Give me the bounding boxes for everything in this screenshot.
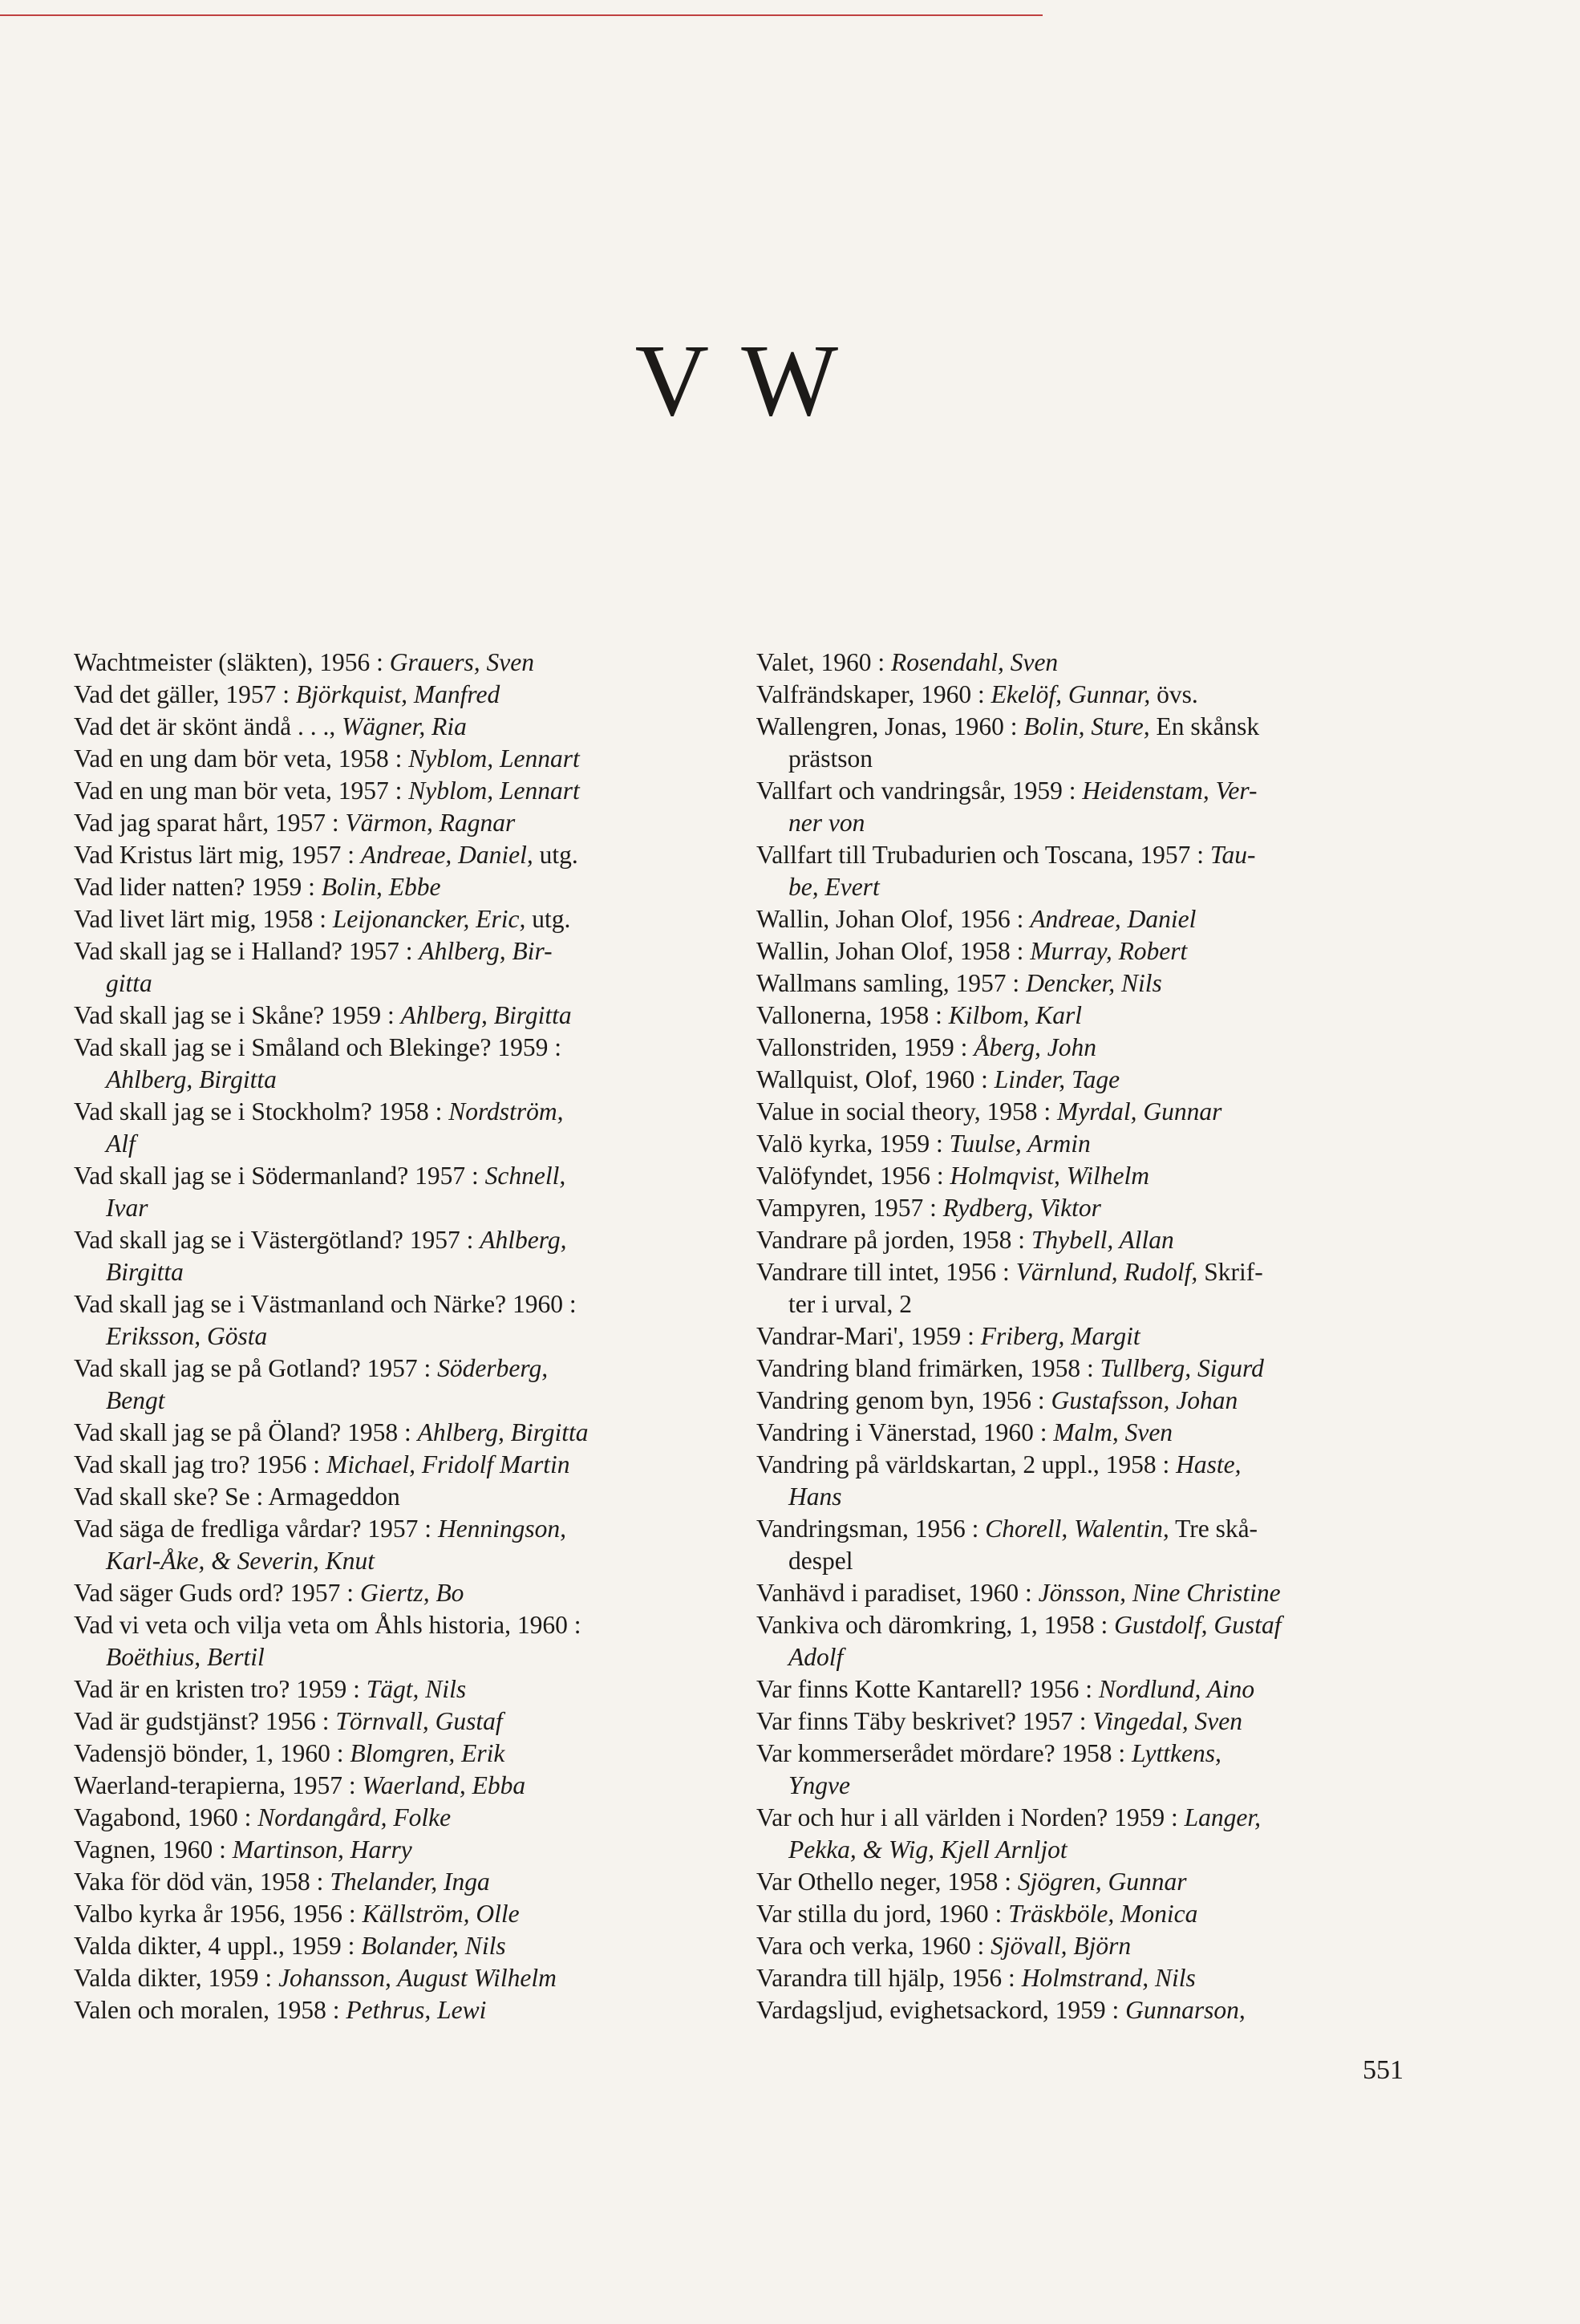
- entry-suffix: Tre skå-: [1169, 1515, 1258, 1543]
- entry-author: Tau-: [1209, 841, 1256, 869]
- entry-title: Valöfyndet, 1956 :: [756, 1162, 950, 1190]
- entry-title: Vardagsljud, evighetsackord, 1959 :: [756, 1996, 1126, 2024]
- entry-author: Heidenstam, Ver-: [1082, 777, 1258, 805]
- index-entry: [74, 903, 715, 935]
- entry-title: Varandra till hjälp, 1956 :: [756, 1964, 1022, 1992]
- index-entry: [74, 1609, 715, 1673]
- entry-author: Nyblom, Lennart: [408, 744, 580, 773]
- index-entry: [756, 1738, 1402, 1802]
- entry-title: Vandrare på jorden, 1958 :: [756, 1226, 1031, 1254]
- index-entry: [74, 1353, 715, 1417]
- entry-title: Vad säger Guds ord? 1957 :: [74, 1579, 360, 1607]
- entry-title: Wallin, Johan Olof, 1958 :: [756, 937, 1031, 965]
- index-entry: [74, 1449, 715, 1481]
- entry-author: Blomgren, Erik: [350, 1739, 505, 1767]
- entry-author: Tullberg, Sigurd: [1100, 1354, 1264, 1382]
- index-column-left: [74, 647, 715, 2026]
- entry-title: Vandringsman, 1956 :: [756, 1515, 986, 1543]
- index-column-right: [756, 647, 1402, 2026]
- index-entry: [756, 1032, 1402, 1064]
- entry-author: Kilbom, Karl: [948, 1001, 1082, 1029]
- entry-continuation: ter i urval, 2: [788, 1290, 912, 1318]
- entry-title: Vandrar-Mari', 1959 :: [756, 1322, 981, 1350]
- index-entry: [74, 1673, 715, 1705]
- entry-author: Myrdal, Gunnar: [1057, 1097, 1222, 1125]
- index-entry: [74, 1288, 715, 1353]
- entry-title: Vad skall jag se i Småland och Blekinge? 1959 :: [74, 1033, 562, 1061]
- entry-title: Vad är gudstjänst? 1956 :: [74, 1707, 336, 1735]
- entry-author: Söderberg,: [437, 1354, 549, 1382]
- entry-continuation: Ivar: [106, 1194, 148, 1222]
- index-entry: [756, 1673, 1402, 1705]
- entry-title: Vanhävd i paradiset, 1960 :: [756, 1579, 1039, 1607]
- entry-author: Schnell,: [484, 1162, 566, 1190]
- entry-continuation: despel: [788, 1547, 853, 1575]
- index-entry: [74, 1834, 715, 1866]
- entry-title: Valet, 1960 :: [756, 648, 891, 676]
- entry-title: Vad Kristus lärt mig, 1957 :: [74, 841, 361, 869]
- index-entry: [756, 1449, 1402, 1513]
- entry-author: Källström, Olle: [362, 1900, 520, 1928]
- entry-author: Gunnarson,: [1125, 1996, 1246, 2024]
- index-entry: [756, 1802, 1402, 1866]
- entry-title: Vad skall jag se i Västergötland? 1957 :: [74, 1226, 480, 1254]
- entry-title: Vad jag sparat hårt, 1957 :: [74, 809, 346, 837]
- entry-title: Wallengren, Jonas, 1960 :: [756, 712, 1024, 740]
- entry-title: Wallquist, Olof, 1960 :: [756, 1065, 995, 1093]
- index-entry: [74, 1930, 715, 1962]
- entry-title: Vad livet lärt mig, 1958 :: [74, 905, 333, 933]
- index-entry: [756, 1962, 1402, 1994]
- entry-author: Nordström,: [448, 1097, 564, 1125]
- index-entry: [74, 1962, 715, 1994]
- entry-author: Giertz, Bo: [359, 1579, 464, 1607]
- entry-continuation: be, Evert: [788, 873, 880, 901]
- index-entry: [756, 1320, 1402, 1353]
- index-entry: [74, 807, 715, 839]
- index-entry: [74, 839, 715, 871]
- entry-title: Vad är en kristen tro? 1959 :: [74, 1675, 367, 1703]
- index-entry: [756, 935, 1402, 967]
- entry-author: Haste,: [1176, 1450, 1242, 1478]
- index-entry: [74, 743, 715, 775]
- index-entry: [756, 1385, 1402, 1417]
- entry-title: Vara och verka, 1960 :: [756, 1932, 991, 1960]
- entry-title: Vad lider natten? 1959 :: [74, 873, 322, 901]
- entry-title: Vandrare till intet, 1956 :: [756, 1258, 1016, 1286]
- index-entry: [756, 1705, 1402, 1738]
- entry-author: Murray, Robert: [1030, 937, 1188, 965]
- entry-title: Vad skall jag se i Södermanland? 1957 :: [74, 1162, 485, 1190]
- entry-continuation: gitta: [106, 969, 152, 997]
- entry-author: Chorell, Walentin,: [985, 1515, 1169, 1543]
- entry-continuation: Adolf: [788, 1643, 844, 1671]
- entry-author: Linder, Tage: [994, 1065, 1120, 1093]
- entry-title: Vadensjö bönder, 1, 1960 :: [74, 1739, 350, 1767]
- entry-author: Holmstrand, Nils: [1021, 1964, 1196, 1992]
- entry-author: Pethrus, Lewi: [346, 1996, 487, 2024]
- entry-author: Tuulse, Armin: [949, 1130, 1091, 1158]
- entry-title: Vad skall ske? Se : Armageddon: [74, 1482, 400, 1511]
- entry-author: Andreae, Daniel: [1030, 905, 1197, 933]
- entry-author: Åberg, John: [974, 1033, 1097, 1061]
- entry-title: Vaka för död vän, 1958 :: [74, 1868, 330, 1896]
- entry-author: Gustafsson, Johan: [1051, 1386, 1238, 1414]
- index-entry: [74, 1898, 715, 1930]
- entry-suffix: Skrif-: [1197, 1258, 1263, 1286]
- entry-title: Vad det gäller, 1957 :: [74, 680, 296, 708]
- index-entry: [756, 711, 1402, 775]
- entry-continuation: Yngve: [788, 1771, 850, 1799]
- page-number: 551: [1363, 2055, 1404, 2085]
- entry-continuation: Boëthius, Bertil: [106, 1643, 265, 1671]
- index-entry: [74, 1481, 715, 1513]
- index-entry: [74, 1096, 715, 1160]
- entry-title: Var kommerserådet mördare? 1958 :: [756, 1739, 1132, 1767]
- entry-title: Vad en ung man bör veta, 1957 :: [74, 777, 409, 805]
- entry-title: Vad skall jag se i Skåne? 1959 :: [74, 1001, 401, 1029]
- index-entry: [756, 1064, 1402, 1096]
- index-entry: [74, 935, 715, 1000]
- entry-title: Vad säga de fredliga vårdar? 1957 :: [74, 1515, 438, 1543]
- entry-author: Grauers, Sven: [389, 648, 534, 676]
- entry-author: Andreae, Daniel,: [360, 841, 533, 869]
- entry-title: Waerland-terapierna, 1957 :: [74, 1771, 363, 1799]
- entry-title: Var Othello neger, 1958 :: [756, 1868, 1018, 1896]
- index-entry: [756, 903, 1402, 935]
- index-entry: [74, 1032, 715, 1096]
- entry-title: Vallonstriden, 1959 :: [756, 1033, 974, 1061]
- entry-title: Vankiva och däromkring, 1, 1958 :: [756, 1611, 1115, 1639]
- entry-title: Vallonerna, 1958 :: [756, 1001, 949, 1029]
- index-entry: [756, 1577, 1402, 1609]
- entry-author: Gustdolf, Gustaf: [1114, 1611, 1282, 1639]
- index-entry: [756, 1192, 1402, 1224]
- entry-author: Nordlund, Aino: [1098, 1675, 1255, 1703]
- index-entry: [756, 1128, 1402, 1160]
- entry-title: Vad skall jag se på Öland? 1958 :: [74, 1418, 418, 1446]
- entry-author: Malm, Sven: [1053, 1418, 1173, 1446]
- index-entry: [756, 1000, 1402, 1032]
- entry-continuation: Karl-Åke, & Severin, Knut: [106, 1547, 375, 1575]
- entry-author: Träskböle, Monica: [1008, 1900, 1198, 1928]
- entry-author: Martinson, Harry: [232, 1835, 412, 1864]
- index-entry: [74, 1994, 715, 2026]
- entry-title: Wallin, Johan Olof, 1956 :: [756, 905, 1031, 933]
- entry-suffix: utg.: [533, 841, 578, 869]
- entry-title: Vad det är skönt ändå . . .,: [74, 712, 342, 740]
- entry-author: Ekelöf, Gunnar,: [991, 680, 1151, 708]
- index-entry: [756, 1866, 1402, 1898]
- entry-title: Wachtmeister (släkten), 1956 :: [74, 648, 390, 676]
- entry-author: Sjövall, Björn: [991, 1932, 1132, 1960]
- index-entry: [74, 1738, 715, 1770]
- entry-author: Henningson,: [437, 1515, 567, 1543]
- entry-author: Thelander, Inga: [330, 1868, 490, 1896]
- entry-author: Törnvall, Gustaf: [335, 1707, 503, 1735]
- entry-author: Johansson, August Wilhelm: [278, 1964, 557, 1992]
- index-entry: [756, 647, 1402, 679]
- index-entry: [756, 1224, 1402, 1256]
- index-entry: [74, 647, 715, 679]
- index-entry: [74, 1160, 715, 1224]
- entry-author: Tägt, Nils: [366, 1675, 467, 1703]
- index-entry: [74, 1705, 715, 1738]
- entry-suffix: övs.: [1150, 680, 1198, 708]
- index-entry: [756, 1353, 1402, 1385]
- index-entry: [74, 871, 715, 903]
- index-entry: [756, 775, 1402, 839]
- entry-title: Value in social theory, 1958 :: [756, 1097, 1058, 1125]
- entry-title: Valfrändskaper, 1960 :: [756, 680, 991, 708]
- entry-title: Valda dikter, 1959 :: [74, 1964, 279, 1992]
- entry-author: Värnlund, Rudolf,: [1015, 1258, 1198, 1286]
- entry-title: Vallfart till Trubadurien och Toscana, 1957 :: [756, 841, 1210, 869]
- index-entry: [756, 967, 1402, 1000]
- index-entry: [74, 775, 715, 807]
- index-entry: [756, 1609, 1402, 1673]
- index-entry: [756, 1898, 1402, 1930]
- index-entry: [756, 1256, 1402, 1320]
- entry-title: Vad skall jag tro? 1956 :: [74, 1450, 326, 1478]
- entry-author: Bolander, Nils: [361, 1932, 506, 1960]
- index-entry: [756, 1160, 1402, 1192]
- entry-title: Vandring på världskartan, 2 uppl., 1958 :: [756, 1450, 1177, 1478]
- entry-continuation: Birgitta: [106, 1258, 184, 1286]
- index-entry: [756, 839, 1402, 903]
- entry-title: Valda dikter, 4 uppl., 1959 :: [74, 1932, 362, 1960]
- entry-author: Holmqvist, Wilhelm: [950, 1162, 1149, 1190]
- entry-title: Valö kyrka, 1959 :: [756, 1130, 950, 1158]
- entry-continuation: Hans: [788, 1482, 842, 1511]
- entry-continuation: Eriksson, Gösta: [106, 1322, 268, 1350]
- entry-continuation: Alf: [106, 1130, 136, 1158]
- entry-title: Vad vi veta och vilja veta om Åhls historia, 1960 :: [74, 1611, 581, 1639]
- entry-author: Bolin, Ebbe: [321, 873, 441, 901]
- entry-author: Friberg, Margit: [980, 1322, 1140, 1350]
- entry-continuation: prästson: [788, 744, 873, 773]
- entry-author: Sjögren, Gunnar: [1017, 1868, 1187, 1896]
- index-entry: [756, 1417, 1402, 1449]
- entry-title: Valen och moralen, 1958 :: [74, 1996, 346, 2024]
- entry-author: Björkquist, Manfred: [295, 680, 500, 708]
- entry-author: Ahlberg, Bir-: [419, 937, 553, 965]
- index-entry: [74, 1866, 715, 1898]
- index-entry: [74, 1417, 715, 1449]
- entry-author: Dencker, Nils: [1026, 969, 1162, 997]
- entry-title: Vandring i Vänerstad, 1960 :: [756, 1418, 1054, 1446]
- entry-title: Vampyren, 1957 :: [756, 1194, 943, 1222]
- index-entry: [756, 1096, 1402, 1128]
- entry-title: Vagabond, 1960 :: [74, 1803, 258, 1831]
- entry-title: Vad skall jag se i Halland? 1957 :: [74, 937, 419, 965]
- entry-title: Vad skall jag se i Västmanland och Närke? 1960 :: [74, 1290, 577, 1318]
- entry-title: Vallfart och vandringsår, 1959 :: [756, 777, 1083, 805]
- entry-author: Nordangård, Folke: [257, 1803, 452, 1831]
- index-entry: [756, 1930, 1402, 1962]
- entry-suffix: utg.: [525, 905, 571, 933]
- entry-continuation: Ahlberg, Birgitta: [106, 1065, 277, 1093]
- entry-title: Vad skall jag se i Stockholm? 1958 :: [74, 1097, 449, 1125]
- index-entry: [74, 1577, 715, 1609]
- entry-author: Värmon, Ragnar: [345, 809, 516, 837]
- index-entry: [74, 1770, 715, 1802]
- entry-title: Wallmans samling, 1957 :: [756, 969, 1027, 997]
- entry-author: Ahlberg, Birgitta: [417, 1418, 589, 1446]
- entry-title: Var stilla du jord, 1960 :: [756, 1900, 1009, 1928]
- index-entry: [756, 1513, 1402, 1577]
- entry-author: Ahlberg, Birgitta: [400, 1001, 572, 1029]
- entry-author: Rosendahl, Sven: [890, 648, 1059, 676]
- entry-author: Langer,: [1184, 1803, 1261, 1831]
- entry-author: Waerland, Ebba: [362, 1771, 526, 1799]
- entry-title: Vad skall jag se på Gotland? 1957 :: [74, 1354, 438, 1382]
- entry-title: Var finns Täby beskrivet? 1957 :: [756, 1707, 1093, 1735]
- entry-title: Vandring genom byn, 1956 :: [756, 1386, 1051, 1414]
- entry-author: Vingedal, Sven: [1092, 1707, 1242, 1735]
- entry-title: Var finns Kotte Kantarell? 1956 :: [756, 1675, 1099, 1703]
- index-entry: [74, 1224, 715, 1288]
- index-entry: [756, 679, 1402, 711]
- entry-author: Wägner, Ria: [342, 712, 467, 740]
- entry-continuation: Bengt: [106, 1386, 165, 1414]
- entry-author: Leijonancker, Eric,: [332, 905, 526, 933]
- entry-title: Valbo kyrka år 1956, 1956 :: [74, 1900, 363, 1928]
- index-entry: [74, 679, 715, 711]
- entry-suffix: En skånsk: [1149, 712, 1260, 740]
- entry-title: Var och hur i all världen i Norden? 1959 :: [756, 1803, 1185, 1831]
- entry-continuation: Pekka, & Wig, Kjell Arnljot: [788, 1835, 1068, 1864]
- section-heading: V W: [634, 323, 844, 437]
- entry-title: Vad en ung dam bör veta, 1958 :: [74, 744, 409, 773]
- index-entry: [74, 1802, 715, 1834]
- entry-title: Vagnen, 1960 :: [74, 1835, 233, 1864]
- entry-author: Ahlberg,: [480, 1226, 567, 1254]
- entry-author: Jönsson, Nine Christine: [1038, 1579, 1281, 1607]
- entry-continuation: ner von: [788, 809, 865, 837]
- entry-author: Michael, Fridolf Martin: [326, 1450, 570, 1478]
- entry-author: Thybell, Allan: [1031, 1226, 1174, 1254]
- entry-author: Bolin, Sture,: [1023, 712, 1150, 740]
- index-entry: [74, 1000, 715, 1032]
- entry-title: Vandring bland frimärken, 1958 :: [756, 1354, 1100, 1382]
- index-entry: [74, 711, 715, 743]
- entry-author: Rydberg, Viktor: [942, 1194, 1101, 1222]
- entry-author: Nyblom, Lennart: [408, 777, 580, 805]
- top-rule: [0, 14, 1043, 16]
- index-entry: [74, 1513, 715, 1577]
- index-entry: [756, 1994, 1402, 2026]
- entry-author: Lyttkens,: [1131, 1739, 1221, 1767]
